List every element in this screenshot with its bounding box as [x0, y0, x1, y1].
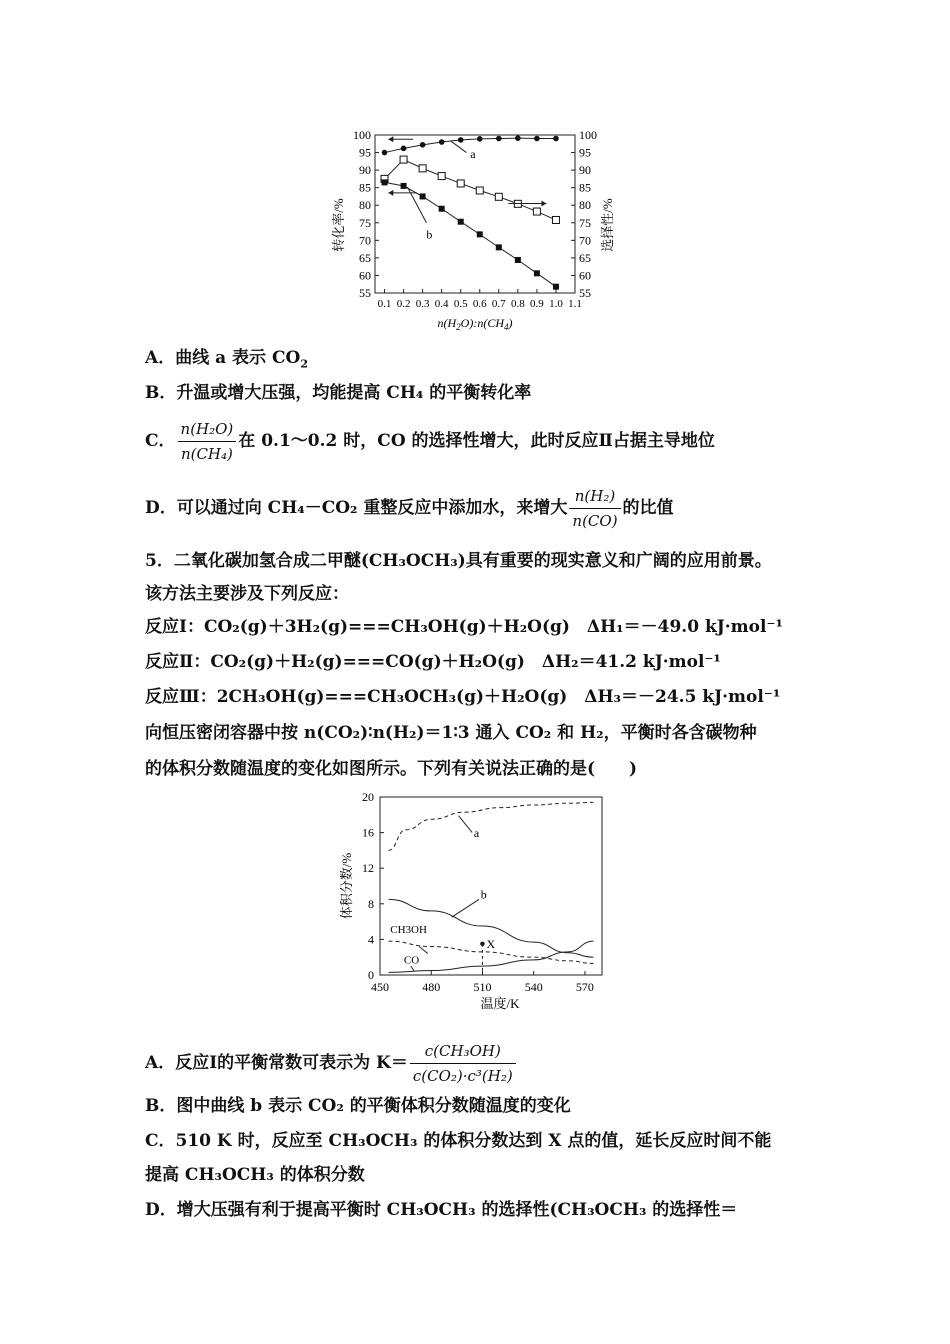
q5-reaction-1: 反应Ⅰ：CO₂(g)＋3H₂(g)===CH₃OH(g)＋H₂O(g) ΔH₁＝－49.0 kJ·mol⁻¹ [145, 617, 783, 637]
xtick-label: 510 [473, 980, 492, 994]
ytick-label-right: 85 [579, 180, 591, 195]
ytick-label: 8 [368, 896, 374, 911]
xtick-label: 0.1 [377, 298, 392, 310]
data-point [515, 135, 521, 141]
q5-option-c-line2: 提高 CH₃OCH₃ 的体积分数 [145, 1165, 365, 1185]
q4-option-d: D．可以通过向 CH₄－CO₂ 重整反应中添加水，来增大 $\frac{\text{n(H₂)}}{n(CO)}$ 的比值 [145, 487, 674, 530]
data-point [495, 193, 502, 200]
series-label-a: a [470, 146, 476, 161]
q5-reaction-3: 反应Ⅲ：2CH₃OH(g)===CH₃OCH₃(g)＋H₂O(g) ΔH₃＝－24.5 kJ·mol⁻¹ [145, 687, 781, 707]
ytick-label-left: 75 [359, 215, 371, 230]
ytick-label: 20 [362, 790, 374, 804]
q5-option-c-line1: C．510 K 时，反应至 CH₃OCH₃ 的体积分数达到 X 点的值，延长反应时间不能 [145, 1131, 772, 1151]
ytick-label-left: 90 [359, 163, 371, 178]
ytick-label-right: 60 [579, 268, 591, 283]
ytick-label-right: 95 [579, 145, 591, 160]
data-point [382, 150, 388, 156]
data-point [419, 165, 426, 172]
label-leader [452, 899, 479, 917]
data-point [400, 156, 407, 163]
ytick-label: 12 [362, 861, 374, 876]
data-point [458, 137, 464, 143]
data-point [515, 257, 521, 263]
label-leader [459, 816, 473, 833]
conversion-selectivity-chart [325, 125, 615, 335]
ytick-label-right: 55 [579, 286, 591, 300]
fraction: $\frac{\text{c(CH₃OH)}}{\text{c(CO₂)·c³(H₂)}}$ [410, 1040, 516, 1087]
xtick-label: 450 [371, 980, 389, 994]
xtick-label: 540 [524, 980, 543, 994]
chart2-ylabel: 体积分数/% [339, 852, 354, 920]
q5-reaction-2: 反应Ⅱ：CO₂(g)＋H₂(g)===CO(g)＋H₂O(g) ΔH₂＝41.2 kJ·mol⁻¹ [145, 652, 721, 672]
data-point [476, 187, 483, 194]
ytick-label-left: 70 [359, 233, 371, 248]
data-point [458, 219, 464, 225]
ytick-label-right: 80 [579, 198, 591, 213]
xtick-label: 0.9 [530, 298, 544, 310]
data-point [553, 136, 559, 142]
chart1-left-ylabel: 转化率/% [331, 198, 346, 252]
fraction: $\frac{\text{n(H₂)}}{n(CO)}$ [569, 485, 620, 532]
data-point [420, 142, 426, 148]
xtick-label: 0.3 [415, 298, 430, 310]
point-x-label: X [486, 936, 496, 951]
q5-option-a: A．反应Ⅰ的平衡常数可表示为 K＝ $\frac{\text{c(CH₃OH)}}{\text{c(CO₂)·c³(H₂)}}$ [145, 1040, 518, 1087]
chart1-xlabel: $n(H_2O):n(CH_4)$ [437, 316, 513, 332]
ytick-label-right: 65 [579, 250, 591, 265]
xtick-label: 0.7 [491, 298, 506, 310]
data-point [382, 179, 388, 185]
arrow-head [388, 136, 393, 142]
chart1-right-ylabel: 选择性/% [600, 198, 615, 252]
q5-stem-line2: 该方法主要涉及下列反应： [145, 584, 349, 604]
ytick-label-right: 70 [579, 233, 591, 248]
q5-option-b: B．图中曲线 b 表示 CO₂ 的平衡体积分数随温度的变化 [145, 1096, 571, 1116]
series-label-b: b [480, 887, 487, 902]
data-point [496, 136, 502, 142]
chart2-xlabel: 温度/K [480, 996, 520, 1011]
ytick-label-left: 100 [353, 128, 371, 142]
ytick-label-left: 55 [359, 286, 371, 300]
series-line-b [385, 182, 556, 286]
q5-stem-line3: 向恒压密闭容器中按 n(CO₂)∶n(H₂)＝1∶3 通入 CO₂ 和 H₂，平衡时各含碳物种 [145, 723, 757, 743]
ytick-label-left: 80 [359, 198, 371, 213]
xtick-label: 1.0 [549, 298, 563, 310]
data-point [553, 284, 559, 290]
data-point [552, 216, 559, 223]
data-point [439, 139, 445, 145]
data-point [477, 231, 483, 237]
series-label-co: CO [403, 954, 420, 967]
ytick-label: 16 [362, 825, 374, 840]
ytick-label-right: 75 [579, 215, 591, 230]
data-point [533, 208, 540, 215]
q5-stem-line4: 的体积分数随温度的变化如图所示。下列有关说法正确的是( ) [145, 759, 638, 779]
data-point [477, 136, 483, 142]
xtick-label: 0.2 [396, 298, 411, 310]
ytick-label-right: 100 [579, 128, 597, 142]
xtick-label: 1.1 [568, 298, 582, 310]
data-point [534, 270, 540, 276]
ytick-label-left: 95 [359, 145, 371, 160]
xtick-label: 480 [422, 980, 441, 994]
q4-option-a: A．曲线 a 表示 $CO_2$ [145, 348, 308, 371]
q5-stem-line1: 5．二氧化碳加氢合成二甲醚(CH₃OCH₃)具有重要的现实意义和广阔的应用前景。 [145, 551, 772, 571]
series-label-a: a [473, 826, 480, 841]
label-leader [407, 187, 426, 223]
series-line-a [389, 802, 594, 850]
ytick-label: 4 [368, 932, 374, 947]
data-point [457, 180, 464, 187]
data-point [439, 206, 445, 212]
data-point [534, 136, 540, 142]
fraction: $\frac{\text{n(H₂O)}}{\text{n(CH₄)}}$ [178, 418, 237, 465]
q5-option-d: D．增大压强有利于提高平衡时 CH₃OCH₃ 的选择性(CH₃OCH₃ 的选择性＝ [145, 1200, 738, 1220]
ytick-label-left: 65 [359, 250, 371, 265]
q4-option-b: B．升温或增大压强，均能提高 CH₄ 的平衡转化率 [145, 383, 532, 403]
xtick-label: 0.6 [472, 298, 487, 310]
ytick-label: 0 [368, 968, 374, 982]
q4-option-c: C． $\frac{\text{n(H₂O)}}{\text{n(CH₄)}}$ 在 0.1～0.2 时，CO 的选择性增大，此时反应Ⅱ占据主导地位 [145, 420, 715, 463]
xtick-label: 570 [575, 980, 594, 994]
label-leader [411, 966, 414, 971]
data-point [438, 173, 445, 180]
series-label-b: b [426, 227, 433, 242]
xtick-label: 0.8 [510, 298, 525, 310]
volume-fraction-chart [335, 785, 625, 1015]
data-point [420, 193, 426, 199]
data-point [496, 244, 502, 250]
series-label-ch3oh: CH3OH [390, 924, 427, 937]
arrow-head [388, 190, 393, 196]
data-point [401, 183, 407, 189]
arrow-head [541, 200, 546, 206]
xtick-label: 0.5 [453, 298, 468, 310]
ytick-label-left: 60 [359, 268, 371, 283]
label-leader [419, 947, 428, 954]
label-leader [451, 141, 466, 152]
xtick-label: 0.4 [434, 298, 449, 310]
data-point [401, 146, 407, 152]
ytick-label-right: 90 [579, 163, 591, 178]
ytick-label-left: 85 [359, 180, 371, 195]
